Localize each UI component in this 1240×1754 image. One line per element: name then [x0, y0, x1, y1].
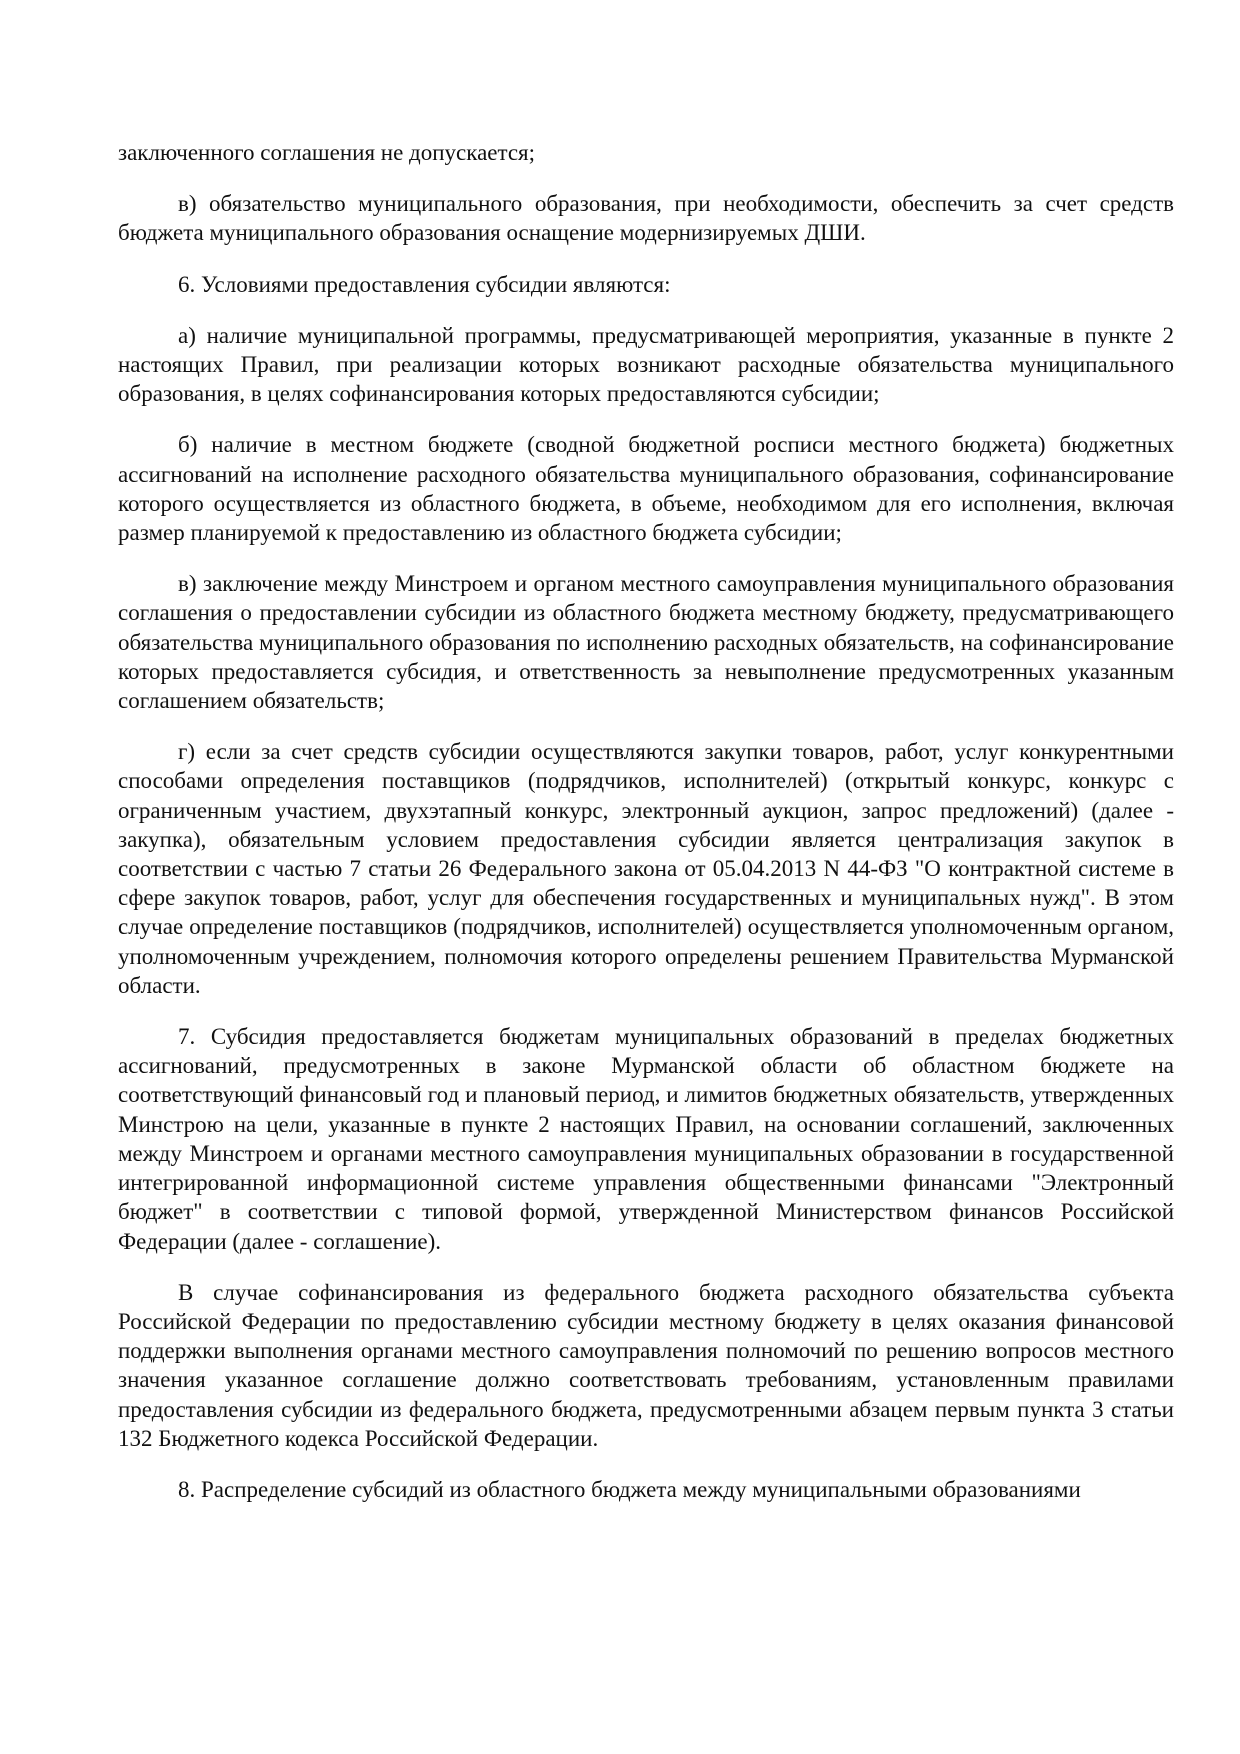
paragraph-8-distribution: 8. Распределение субсидий из областного бюджета между муниципальными образованиями [178, 1476, 1081, 1502]
document-page [118, 138, 1174, 1526]
paragraph-federal-cofinancing: В случае софинансирования из федерального бюджета расходного обязательства субъекта Российской Федерации по предоставлению субсидии местному бюджету в целях оказания финансовой поддержки выполнения органами местного самоуправления полномочий по решению вопросов местного значения указанное соглашение должно соответствовать требованиям, установленным правилами предоставления субсидии из федерального бюджета, предусмотренными абзацем первым пункта 3 статьи 132 Бюджетного кодекса Российской Федерации. [118, 1279, 1174, 1451]
paragraph-item-v-agreement: в) заключение между Минстроем и органом местного самоуправления муниципального образования соглашения о предоставлении субсидии из областного бюджета местному бюджету, предусматривающего обязательства муниципального образования по исполнению расходных обязательств, на софинансирование которых предоставляется субсидия, и ответственность за невыполнение предусмотренных указанным соглашением обязательств; [118, 571, 1174, 714]
paragraph-item-a: а) наличие муниципальной программы, предусматривающей мероприятия, указанные в пункте 2 настоящих Правил, при реализации которых возникают расходные обязательства муниципального образования, в целях софинансирования которых предоставляются субсидии; [118, 322, 1174, 407]
paragraph-7-subsidy: 7. Субсидия предоставляется бюджетам муниципальных образований в пределах бюджетных ассигнований, предусмотренных в законе Мурманской области об областном бюджете на соответствующий финансовый год и плановый период, и лимитов бюджетных обязательств, утвержденных Минстрою на цели, указанные в пункте 2 настоящих Правил, на основании соглашений, заключенных между Минстроем и органами местного самоуправления муниципальных образовании в государственной интегрированной информационной системе управления общественными финансами "Электронный бюджет" в соответствии с типовой формой, утвержденной Министерством финансов Российской Федерации (далее - соглашение). [118, 1024, 1174, 1254]
paragraph-6-conditions: 6. Условиями предоставления субсидии являются: [178, 271, 671, 297]
paragraph-continuation: заключенного соглашения не допускается; [118, 140, 536, 165]
paragraph-item-v-equipment: в) обязательство муниципального образования, при необходимости, обеспечить за счет средств бюджета муниципального образования оснащение модернизируемых ДШИ. [118, 191, 1174, 246]
paragraph-item-g: г) если за счет средств субсидии осуществляются закупки товаров, работ, услуг конкурентными способами определения поставщиков (подрядчиков, исполнителей) (открытый конкурс, конкурс с ограниченным участием, двухэтапный конкурс, электронный аукцион, запрос предложений) (далее - закупка), обязательным условием предоставления субсидии является централизация закупок в соответствии с частью 7 статьи 26 Федерального закона от 05.04.2013 N 44-ФЗ "О контрактной системе в сфере закупок товаров, работ, услуг для обеспечения государственных и муниципальных нужд". В этом случае определение поставщиков (подрядчиков, исполнителей) осуществляется уполномоченным органом, уполномоченным учреждением, полномочия которого определены решением Правительства Мурманской области. [118, 739, 1174, 998]
paragraph-item-b: б) наличие в местном бюджете (сводной бюджетной росписи местного бюджета) бюджетных ассигнований на исполнение расходного обязательства муниципального образования, софинансирование которого осуществляется из областного бюджета, в объеме, необходимом для его исполнения, включая размер планируемой к предоставлению из областного бюджета субсидии; [118, 432, 1174, 546]
